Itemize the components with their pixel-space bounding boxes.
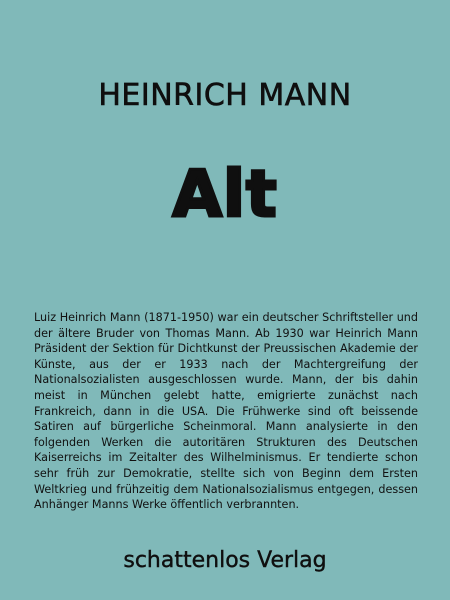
publisher-name: schattenlos Verlag bbox=[123, 548, 327, 573]
author-name: HEINRICH MANN bbox=[98, 78, 352, 113]
cover-blurb: Luiz Heinrich Mann (1871-1950) war ein deutscher Schriftsteller und der ältere Bruder von Thomas Mann. Ab 1930 war Heinrich Mann Präsident der Sektion für Dichtkunst der Preussischen Akademie der Künste, aus der er 1933 nach der Machtergreifung der Nationalsozialisten ausgeschlossen wurde. Mann, der bis dahin meist in München gelebt hatte, emigrierte zunächst nach Frankreich, dann in die USA. Die Frühwerke sind oft beissende Satiren auf bürgerliche Scheinmoral. Mann analysierte in den folgenden Werken die autoritären Strukturen des Deutschen Kaiserreichs im Zeitalter des Wilhelminismus. Er tendierte schon sehr früh zur Demokratie, stellte sich von Beginn dem Ersten Weltkrieg und frühzeitig dem Nationalsozialismus entgegen, dessen Anhänger Manns Werke öffentlich verbrannten. bbox=[34, 311, 418, 512]
book-title: Alt bbox=[172, 158, 278, 232]
